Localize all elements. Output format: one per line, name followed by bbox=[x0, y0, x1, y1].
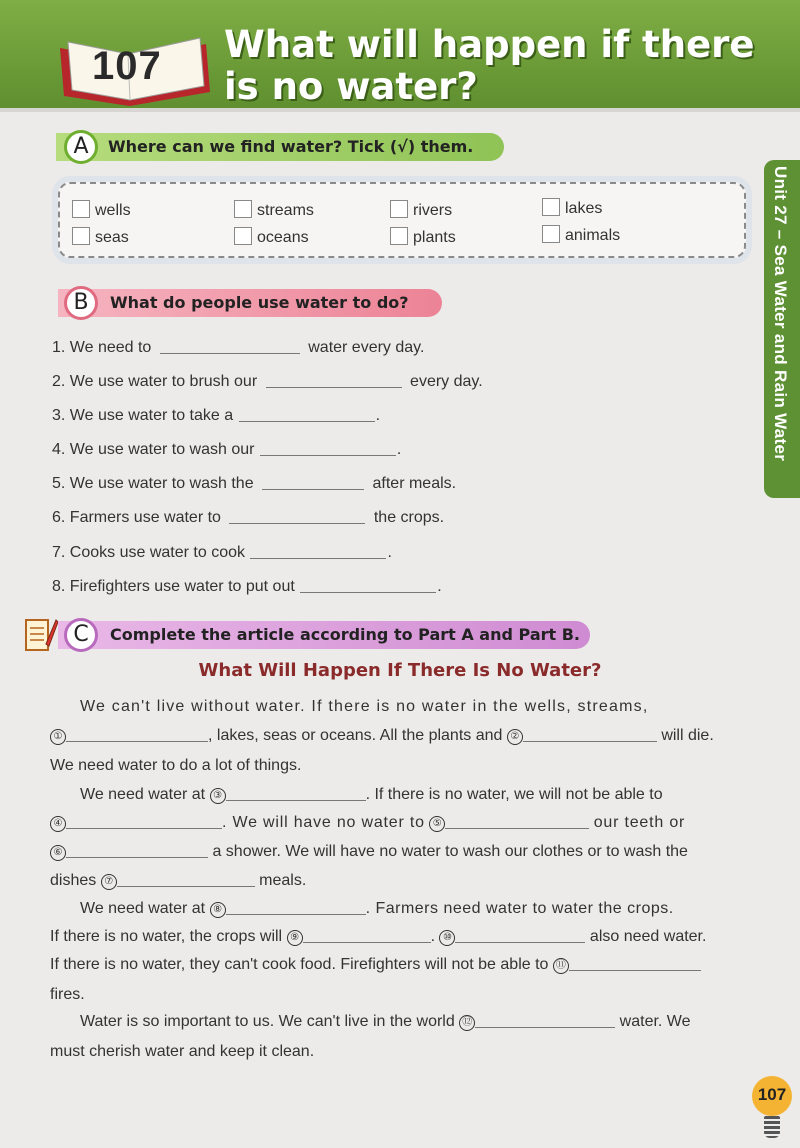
option-lakes[interactable]: lakes bbox=[542, 198, 602, 218]
answer-blank[interactable] bbox=[475, 1013, 615, 1028]
answer-blank[interactable] bbox=[300, 578, 436, 593]
answer-blank[interactable] bbox=[303, 928, 431, 943]
answer-blank[interactable] bbox=[262, 475, 364, 490]
article-line: If there is no water, the crops will ⑨ . ⑩ also need water. bbox=[50, 928, 707, 945]
answer-blank[interactable] bbox=[117, 872, 255, 887]
section-a-letter: A bbox=[64, 130, 98, 164]
answer-blank[interactable] bbox=[226, 900, 366, 915]
checkbox[interactable] bbox=[234, 200, 252, 218]
option-rivers[interactable]: rivers bbox=[390, 200, 452, 220]
article-title: What Will Happen If There Is No Water? bbox=[198, 660, 602, 681]
article-line: dishes ⑦ meals. bbox=[50, 872, 307, 889]
page-title: What will happen if there is no water? bbox=[224, 23, 755, 108]
checkbox[interactable] bbox=[542, 198, 560, 216]
checkbox[interactable] bbox=[390, 227, 408, 245]
section-b-heading: What do people use water to do? bbox=[58, 289, 442, 317]
checkbox[interactable] bbox=[234, 227, 252, 245]
answer-blank[interactable] bbox=[229, 509, 365, 524]
question-item: 2. We use water to brush our every day. bbox=[52, 373, 483, 390]
answer-blank[interactable] bbox=[523, 727, 657, 742]
answer-blank[interactable] bbox=[226, 786, 366, 801]
article-line: If there is no water, they can't cook food. Firefighters will not be able to ⑪ bbox=[50, 956, 750, 974]
answer-blank[interactable] bbox=[66, 814, 222, 829]
option-streams[interactable]: streams bbox=[234, 200, 314, 220]
article-line: We can't live without water. If there is no water in the wells, streams, bbox=[80, 698, 649, 715]
answer-blank[interactable] bbox=[250, 544, 386, 559]
checkbox[interactable] bbox=[72, 227, 90, 245]
article-line: We need water at ③ . If there is no water, we will not be able to bbox=[80, 786, 663, 803]
answer-blank[interactable] bbox=[455, 928, 585, 943]
checkbox[interactable] bbox=[72, 200, 90, 218]
answer-blank[interactable] bbox=[66, 843, 208, 858]
option-plants[interactable]: plants bbox=[390, 227, 456, 247]
article-line: We need water to do a lot of things. bbox=[50, 757, 302, 774]
question-item: 6. Farmers use water to the crops. bbox=[52, 509, 445, 526]
article-line: Water is so important to us. We can't live in the world ⑫ water. We bbox=[80, 1013, 691, 1030]
page-header bbox=[0, 0, 800, 112]
article-line: fires. bbox=[50, 986, 85, 1003]
unit-side-tab: Unit 27 – Sea Water and Rain Water bbox=[764, 160, 800, 498]
tick-options-box bbox=[58, 182, 746, 258]
article-line: ④ . We will have no water to ⑤ our teeth or bbox=[50, 814, 750, 832]
section-b-letter: B bbox=[64, 286, 98, 320]
section-c-letter: C bbox=[64, 618, 98, 652]
article-line: must cherish water and keep it clean. bbox=[50, 1043, 315, 1060]
answer-blank[interactable] bbox=[445, 814, 589, 829]
lesson-number: 107 bbox=[92, 44, 162, 88]
question-item: 4. We use water to wash our . bbox=[52, 441, 402, 458]
answer-blank[interactable] bbox=[260, 441, 396, 456]
question-item: 3. We use water to take a . bbox=[52, 407, 381, 424]
option-oceans[interactable]: oceans bbox=[234, 227, 309, 247]
question-item: 7. Cooks use water to cook . bbox=[52, 544, 392, 561]
answer-blank[interactable] bbox=[569, 956, 701, 971]
question-item: 1. We need to water every day. bbox=[52, 339, 425, 356]
answer-blank[interactable] bbox=[266, 373, 402, 388]
notepad-pencil-icon bbox=[24, 614, 58, 654]
article-line: We need water at ⑧ . Farmers need water to water the crops. bbox=[80, 900, 674, 917]
section-c-heading: Complete the article according to Part A and Part B. bbox=[58, 621, 590, 649]
option-animals[interactable]: animals bbox=[542, 225, 620, 245]
question-item: 5. We use water to wash the after meals. bbox=[52, 475, 457, 492]
checkbox[interactable] bbox=[390, 200, 408, 218]
answer-blank[interactable] bbox=[160, 339, 300, 354]
question-item: 8. Firefighters use water to put out . bbox=[52, 578, 442, 595]
page-number-bulb: 107 bbox=[752, 1076, 792, 1116]
answer-blank[interactable] bbox=[239, 407, 375, 422]
bulb-base-icon bbox=[764, 1116, 780, 1138]
option-wells[interactable]: wells bbox=[72, 200, 131, 220]
checkbox[interactable] bbox=[542, 225, 560, 243]
answer-blank[interactable] bbox=[66, 727, 208, 742]
option-seas[interactable]: seas bbox=[72, 227, 129, 247]
section-a-heading: Where can we find water? Tick (√) them. bbox=[56, 133, 504, 161]
article-line: ① , lakes, seas or oceans. All the plants and ② will die. bbox=[50, 727, 750, 745]
article-line: ⑥ a shower. We will have no water to wash our clothes or to wash the bbox=[50, 843, 750, 861]
